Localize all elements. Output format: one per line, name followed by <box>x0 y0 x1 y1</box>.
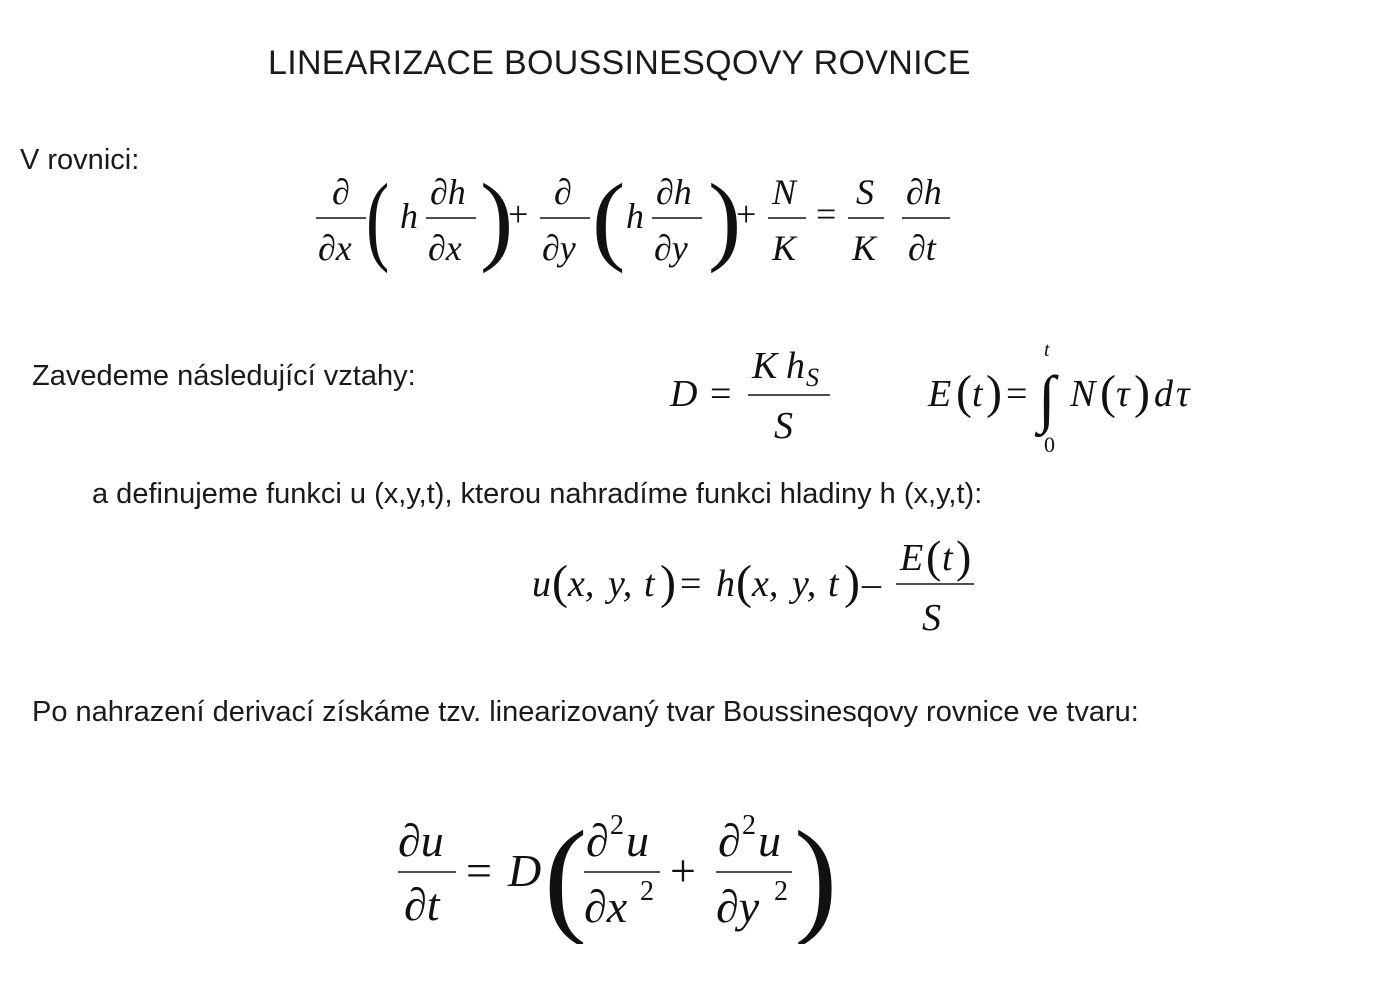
svg-text:=: = <box>680 563 702 605</box>
svg-text:E: E <box>900 537 924 579</box>
svg-text:h: h <box>716 563 735 605</box>
svg-text:∂: ∂ <box>554 172 572 212</box>
svg-text:): ) <box>708 163 742 274</box>
svg-text:(: ( <box>592 163 626 274</box>
svg-text:2: 2 <box>640 876 654 907</box>
svg-text:t: t <box>942 537 953 579</box>
svg-text:h: h <box>626 196 644 236</box>
svg-text:D: D <box>670 373 698 415</box>
equation-boussinesq <box>310 160 960 280</box>
svg-text:S: S <box>922 597 941 638</box>
svg-text:(: ( <box>926 531 942 582</box>
equation-linearized <box>394 798 834 944</box>
svg-text:+: + <box>670 845 696 896</box>
svg-text:∂t: ∂t <box>404 879 440 930</box>
equation-diffusivity <box>668 336 848 448</box>
svg-text:∂t: ∂t <box>908 228 936 268</box>
svg-text:∂y: ∂y <box>716 881 760 932</box>
svg-text:(: ( <box>366 162 390 275</box>
svg-text:+: + <box>736 194 757 234</box>
svg-text:∂y: ∂y <box>654 228 688 268</box>
svg-text:): ) <box>480 163 514 274</box>
svg-text:S: S <box>774 405 793 447</box>
svg-text:=: = <box>466 845 492 896</box>
svg-text:): ) <box>1134 366 1150 419</box>
svg-text:u: u <box>758 815 781 866</box>
svg-text:h: h <box>786 345 805 387</box>
svg-text:(: ( <box>552 556 568 609</box>
svg-text:S: S <box>856 172 874 212</box>
svg-text:N: N <box>772 172 797 212</box>
svg-text:D: D <box>508 845 542 896</box>
svg-text:t: t <box>644 563 655 605</box>
svg-text:∂y: ∂y <box>542 228 576 268</box>
svg-text:∂h: ∂h <box>430 172 466 212</box>
svg-text:h: h <box>400 196 418 236</box>
svg-text:t: t <box>828 563 839 605</box>
svg-text:∂: ∂ <box>586 815 609 866</box>
svg-text:t: t <box>1044 339 1050 361</box>
paragraph-po-nahrazeni: Po nahrazení derivací získáme tzv. linearizovaný tvar Boussinesqovy rovnice ve tvaru: <box>32 696 1139 728</box>
svg-text:): ) <box>794 805 834 944</box>
svg-text:2: 2 <box>610 810 624 841</box>
paragraph-v-rovnici: V rovnici: <box>20 144 140 176</box>
svg-text:K: K <box>752 345 778 387</box>
svg-text:0: 0 <box>1044 432 1055 457</box>
svg-text:t: t <box>972 373 983 415</box>
svg-text:=: = <box>710 373 732 415</box>
svg-text:K: K <box>852 228 877 268</box>
svg-text:2: 2 <box>774 876 788 907</box>
svg-text:): ) <box>986 366 1002 419</box>
svg-text:u: u <box>532 563 551 605</box>
svg-text:∂h: ∂h <box>906 172 942 212</box>
equation-substitution <box>530 528 980 638</box>
svg-text:K: K <box>772 228 797 268</box>
paragraph-zavedeme: Zavedeme následující vztahy: <box>32 360 416 392</box>
svg-text:x,: x, <box>568 563 595 605</box>
svg-text:(: ( <box>544 805 588 944</box>
svg-text:S: S <box>806 363 819 392</box>
svg-text:E: E <box>928 373 952 415</box>
svg-text:x,: x, <box>752 563 779 605</box>
svg-text:(: ( <box>956 366 972 419</box>
svg-text:): ) <box>844 556 860 609</box>
svg-text:=: = <box>816 194 837 234</box>
svg-text:u: u <box>626 815 649 866</box>
svg-text:N: N <box>1070 373 1096 415</box>
equation-recharge <box>926 336 1216 460</box>
svg-text:∫: ∫ <box>1038 363 1056 434</box>
svg-text:=: = <box>1006 373 1028 415</box>
svg-text:∂x: ∂x <box>584 881 628 932</box>
svg-text:∂: ∂ <box>718 815 741 866</box>
svg-text:): ) <box>660 556 676 609</box>
svg-text:∂h: ∂h <box>656 172 692 212</box>
svg-text:∂: ∂ <box>332 172 350 212</box>
paragraph-definujeme: a definujeme funkci u (x,y,t), kterou nahradíme funkci hladiny h (x,y,t): <box>92 478 983 510</box>
svg-text:2: 2 <box>742 810 756 841</box>
svg-text:∂u: ∂u <box>398 815 444 866</box>
svg-text:∂x: ∂x <box>428 228 462 268</box>
svg-text:τ: τ <box>1116 373 1130 415</box>
svg-text:y,: y, <box>792 563 817 605</box>
svg-text:∂x: ∂x <box>318 228 352 268</box>
svg-text:d: d <box>1154 373 1173 415</box>
svg-text:+: + <box>508 194 529 234</box>
page-title: LINEARIZACE BOUSSINESQOVY ROVNICE <box>268 44 971 82</box>
svg-text:τ: τ <box>1176 373 1190 415</box>
svg-text:y,: y, <box>608 563 633 605</box>
svg-text:): ) <box>956 531 972 582</box>
svg-text:–: – <box>862 563 881 605</box>
svg-text:(: ( <box>1100 366 1116 419</box>
svg-text:(: ( <box>736 556 752 609</box>
